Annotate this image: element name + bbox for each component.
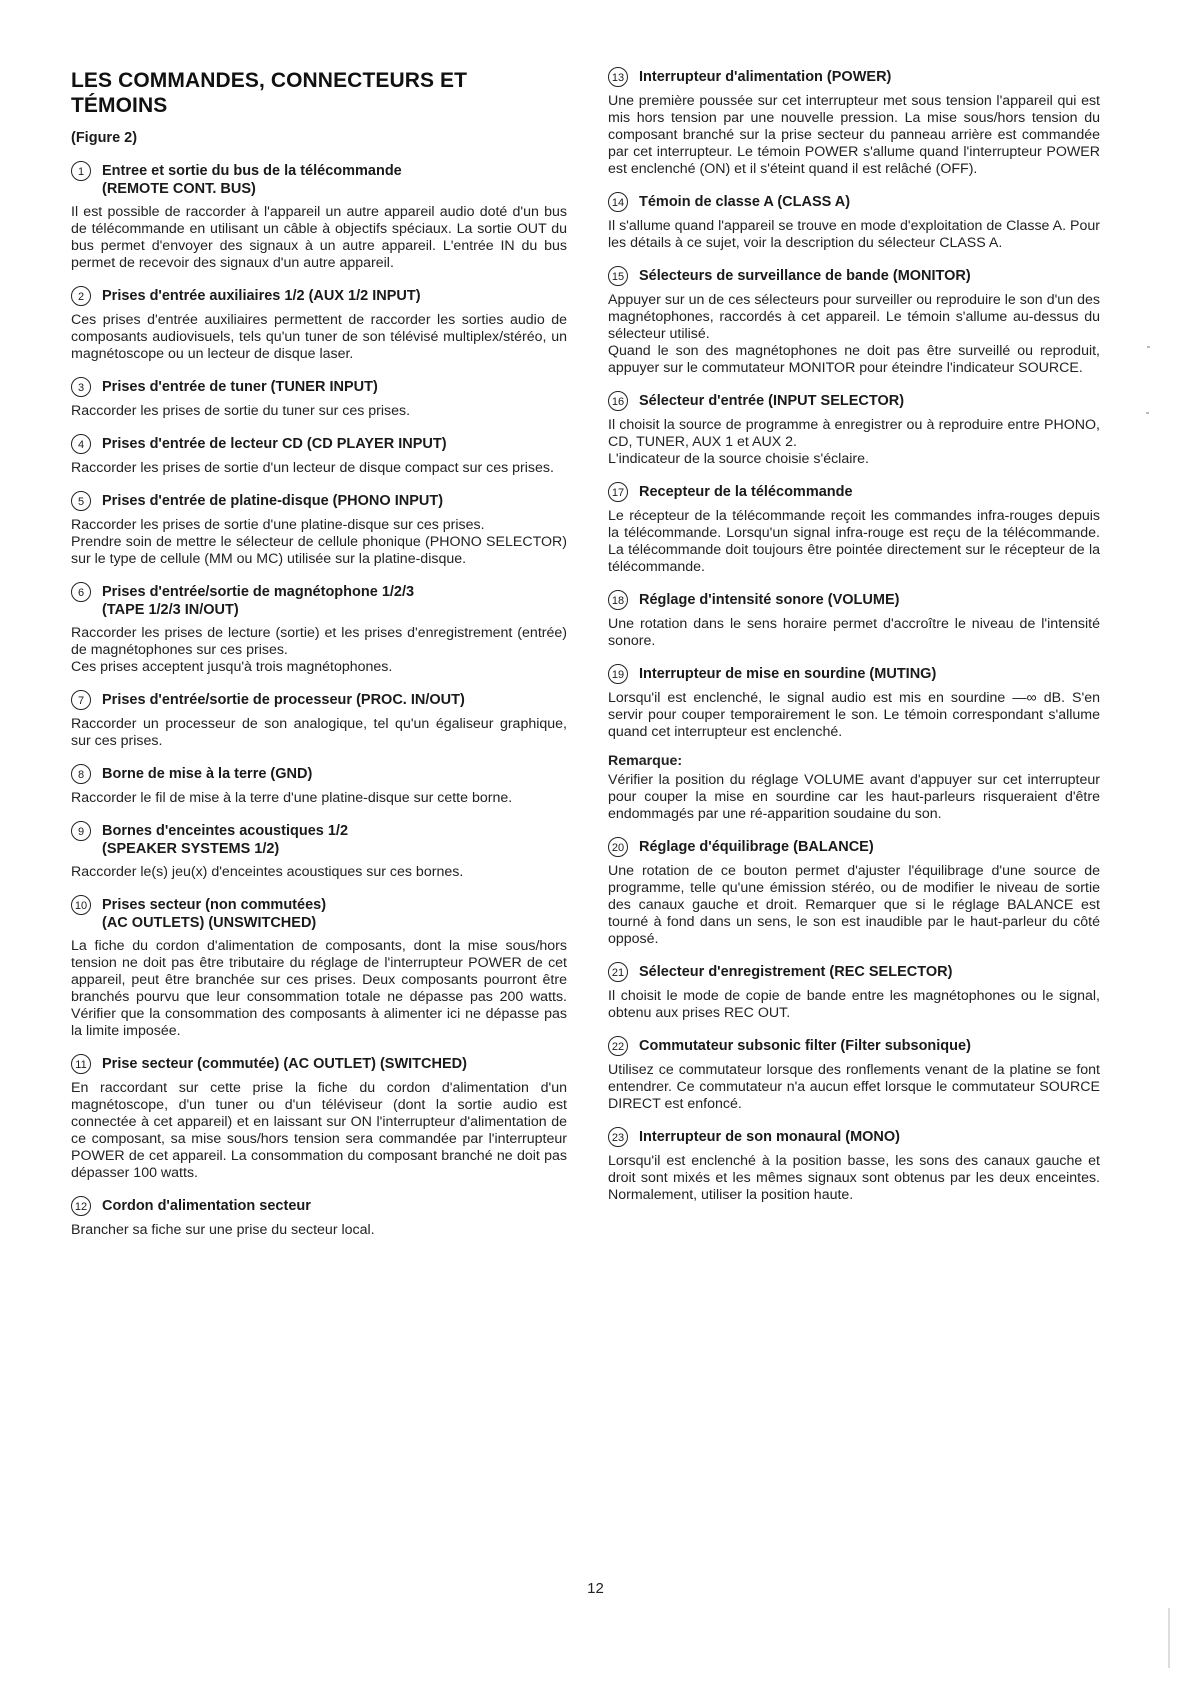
item-number-badge: 16 <box>608 391 628 411</box>
item-number-badge: 8 <box>71 764 91 784</box>
entry-paragraph: Une rotation dans le sens horaire permet d'accroître le niveau de l'intensité sonore. <box>608 616 1100 649</box>
item-number-badge: 17 <box>608 482 628 502</box>
item-number-badge: 13 <box>608 67 628 87</box>
entry-paragraph: Le récepteur de la télécommande reçoit les commandes infra-rouges depuis la télécommande. Lorsqu'un signal infra-rouge est reçu de la télécommande. La télécommande doit toujours être pointée directement sur le récepteur de la télécommande. <box>608 508 1100 575</box>
entry-heading-line: Entree et sortie du bus de la télécommande <box>102 163 402 179</box>
entry-paragraph: Appuyer sur un de ces sélecteurs pour surveiller ou reproduire le son d'un des magnétophones, raccordés à cet appareil. Le témoin s'allume au-dessus du sélecteur utilisé. <box>608 292 1100 342</box>
entry-paragraph: Raccorder les prises de sortie d'un lecteur de disque compact sur ces prises. <box>71 460 554 476</box>
entry-body <box>608 1062 1100 1113</box>
left-entry-list <box>71 162 567 1239</box>
entry-heading-line: Réglage d'équilibrage (BALANCE) <box>639 839 874 855</box>
entry-heading-line: Recepteur de la télécommande <box>639 484 853 500</box>
entry-heading <box>639 591 899 609</box>
entry-paragraph: Lorsqu'il est enclenché, le signal audio est mis en sourdine —∞ dB. S'en servir pour couper temporairement le son. Le témoin correspondant s'allume quand cet interrupteur est enclenché. <box>608 690 1100 740</box>
item-number-badge: 18 <box>608 590 628 610</box>
control-entry <box>71 1197 567 1239</box>
entry-body <box>71 460 567 477</box>
entry-heading <box>102 287 421 305</box>
entry-header <box>608 665 1100 684</box>
entry-paragraph: Lorsqu'il est enclenché à la position basse, les sons des canaux gauche et droit sont mixés et les mêmes signaux sont obtenus par les deux enceintes. Normalement, utiliser la position haute. <box>608 1153 1100 1203</box>
entry-body <box>608 988 1100 1022</box>
control-entry <box>608 483 1100 576</box>
entry-body <box>608 1153 1100 1204</box>
entry-paragraph: En raccordant sur cette prise la fiche du cordon d'alimentation d'un magnétoscope, d'un tuner ou d'un téléviseur (dont la sortie audio est connectée à cet appareil) et en laissant sur ON l'interrupteur d'alimentation de ce composant, sa mise sous/hors tension sera commandée par l'interrupteur POWER de cet appareil. La consommation du composant branché ne doit pas dépasser 100 watts. <box>71 1080 567 1181</box>
entry-header <box>608 1037 1100 1056</box>
entry-paragraph: Utilisez ce commutateur lorsque des ronflements venant de la platine se font entendrer. Ce commutateur n'a aucun effet lorsque le commutateur SOURCE DIRECT est enfoncé. <box>608 1062 1100 1112</box>
left-column <box>71 68 567 1254</box>
entry-header <box>608 591 1100 610</box>
entry-heading-line: Prises d'entrée auxiliaires 1/2 (AUX 1/2 INPUT) <box>102 288 421 304</box>
entry-paragraph: Raccorder les prises de sortie d'une platine-disque sur ces prises. <box>71 517 485 533</box>
entry-paragraph: Il choisit la source de programme à enregistrer ou à reproduire entre PHONO, CD, TUNER, AUX 1 et AUX 2. <box>608 417 1100 450</box>
entry-header <box>71 492 567 511</box>
control-entry <box>71 822 567 881</box>
entry-heading-line: Réglage d'intensité sonore (VOLUME) <box>639 592 900 608</box>
item-number-badge: 2 <box>71 286 91 306</box>
entry-header <box>71 162 567 198</box>
entry-body <box>71 790 567 807</box>
item-number-badge: 6 <box>71 582 91 602</box>
entry-body <box>71 517 567 568</box>
entry-body <box>71 1080 567 1182</box>
entry-header <box>71 691 567 710</box>
entry-heading-line: (AC OUTLETS) (UNSWITCHED) <box>102 915 317 931</box>
entry-paragraph: La fiche du cordon d'alimentation de composants, dont la mise sous/hors tension ne doit pas être tributaire du réglage de l'interrupteur POWER de cet appareil, peut être branchée sur ces prises. Deux composants pourront être branchés pourvu que leur consommation totale ne dépasse pas 200 watts. Vérifier que la consommation des composants à alimenter ici ne dépasse pas la limite imposée. <box>71 938 567 1039</box>
entry-header <box>71 378 567 397</box>
entry-paragraph: Une première poussée sur cet interrupteur met sous tension l'appareil qui est mis hors tension par une nouvelle pression. La mise sous/hors tension du composant branché sur la prise secteur du panneau arrière est commandée par cet interrupteur. Le témoin POWER s'allume quand l'interrupteur POWER est enclenché (ON) et il s'éteint quand il est relâché (OFF). <box>608 93 1100 177</box>
entry-body <box>608 292 1100 377</box>
entry-heading <box>102 162 402 198</box>
entry-heading <box>102 378 378 396</box>
entry-paragraph: Ces prises acceptent jusqu'à trois magnétophones. <box>71 659 393 675</box>
entry-heading-line: (TAPE 1/2/3 IN/OUT) <box>102 602 239 618</box>
entry-body <box>71 864 567 881</box>
entry-heading <box>102 765 312 783</box>
entry-heading <box>639 483 853 501</box>
entry-paragraph: Il est possible de raccorder à l'appareil un autre appareil audio doté d'un bus de télécommande en utilisant un câble à objectifs spéciaux. La sortie OUT du bus permet d'envoyer des signaux à un autre appareil. L'entrée IN du bus permet de recevoir des signaux d'un autre appareil. <box>71 204 567 271</box>
scan-speck <box>1146 412 1149 414</box>
page-title: LES COMMANDES, CONNECTEURS ET TÉMOINS <box>71 69 468 117</box>
entry-paragraph: Il choisit le mode de copie de bande entre les magnétophones ou le signal, obtenu aux prises REC OUT. <box>608 988 1100 1021</box>
item-number-badge: 15 <box>608 266 628 286</box>
entry-header <box>608 963 1100 982</box>
control-entry <box>608 392 1100 468</box>
entry-body <box>608 417 1100 468</box>
entry-heading-line: Interrupteur d'alimentation (POWER) <box>639 69 892 85</box>
item-number-badge: 10 <box>71 895 91 915</box>
entry-heading-line: (SPEAKER SYSTEMS 1/2) <box>102 841 280 857</box>
entry-header <box>71 1055 567 1074</box>
control-entry <box>608 1037 1100 1113</box>
control-entry <box>608 665 1100 823</box>
entry-header <box>608 267 1100 286</box>
entry-paragraph: Raccorder les prises de sortie du tuner sur ces prises. <box>71 403 411 419</box>
entry-body <box>71 716 567 750</box>
item-number-badge: 11 <box>71 1054 91 1074</box>
control-entry <box>71 162 567 272</box>
entry-header <box>71 765 567 784</box>
entry-paragraph: Une rotation de ce bouton permet d'ajuster l'équilibrage d'une source de programme, telle qu'une émission stéréo, ou de modifier le niveau de sortie des canaux gauche et droit. Remarquer que si le réglage BALANCE est tourné à fond dans un sens, le son est inaudible par le haut-parleur du côté opposé. <box>608 863 1100 947</box>
item-number-badge: 19 <box>608 664 628 684</box>
entry-header <box>608 838 1100 857</box>
entry-header <box>71 822 567 858</box>
entry-heading-line: Prises secteur (non commutées) <box>102 897 327 913</box>
entry-body <box>71 1222 567 1239</box>
entry-header <box>71 896 567 932</box>
entry-heading-line: Sélecteurs de surveillance de bande (MONITOR) <box>639 268 971 284</box>
entry-heading-line: (REMOTE CONT. BUS) <box>102 181 256 197</box>
item-number-badge: 22 <box>608 1036 628 1056</box>
entry-body <box>608 616 1100 650</box>
entry-paragraph: L'indicateur de la source choisie s'éclaire. <box>608 451 869 467</box>
item-number-badge: 23 <box>608 1127 628 1147</box>
entry-paragraph: Brancher sa fiche sur une prise du secteur local. <box>71 1222 375 1238</box>
entry-header <box>71 287 567 306</box>
control-entry <box>71 378 567 420</box>
entry-heading <box>102 1197 311 1215</box>
entry-header <box>608 68 1100 87</box>
entry-header <box>71 435 567 454</box>
entry-body <box>608 508 1100 576</box>
entry-paragraph: Raccorder le fil de mise à la terre d'une platine-disque sur cette borne. <box>71 790 513 806</box>
entry-paragraph: Ces prises d'entrée auxiliaires permettent de raccorder les sorties audio de composants audiovisuels, tels qu'un tuner de son télévisé multiplex/stéréo, un magnétoscope ou un lecteur de disque laser. <box>71 312 567 362</box>
control-entry <box>71 287 567 363</box>
control-entry <box>71 435 567 477</box>
entry-paragraph: Raccorder un processeur de son analogique, tel qu'un égaliseur graphique, sur ces prises. <box>71 716 567 749</box>
item-number-badge: 12 <box>71 1196 91 1216</box>
scan-speck <box>1168 1608 1170 1668</box>
entry-heading <box>639 1128 900 1146</box>
control-entry <box>608 267 1100 377</box>
control-entry <box>71 583 567 676</box>
entry-heading-line: Sélecteur d'entrée (INPUT SELECTOR) <box>639 393 905 409</box>
entry-heading <box>639 838 874 856</box>
entry-body <box>608 218 1100 252</box>
remark-text: Vérifier la position du réglage VOLUME avant d'appuyer sur cet interrupteur pour couper la mise en sourdine car les haut-parleurs risqueraient d'être endommagés par une ré-apparition soudaine du son. <box>608 772 1100 822</box>
control-entry <box>608 68 1100 178</box>
entry-paragraph: Quand le son des magnétophones ne doit pas être surveillé ou reproduit, appuyer sur le commutateur MONITOR pour éteindre l'indicateur SOURCE. <box>608 343 1100 376</box>
entry-heading <box>639 665 936 683</box>
page-number: 12 <box>587 1580 604 1597</box>
control-entry <box>71 492 567 568</box>
entry-paragraph: Prendre soin de mettre le sélecteur de cellule phonique (PHONO SELECTOR) sur le type de cellule (MM ou MC) utilisée sur la platine-disque. <box>71 534 567 567</box>
entry-heading-line: Prises d'entrée/sortie de processeur (PROC. IN/OUT) <box>102 692 465 708</box>
control-entry <box>71 691 567 750</box>
entry-header <box>608 392 1100 411</box>
entry-header <box>608 483 1100 502</box>
item-number-badge: 20 <box>608 837 628 857</box>
control-entry <box>608 193 1100 252</box>
control-entry <box>608 1128 1100 1204</box>
entry-body <box>71 204 567 272</box>
entry-header <box>608 1128 1100 1147</box>
entry-heading <box>639 68 891 86</box>
entry-heading-line: Témoin de classe A (CLASS A) <box>639 194 851 210</box>
entry-heading-line: Prises d'entrée/sortie de magnétophone 1/2/3 <box>102 584 415 600</box>
entry-heading <box>639 392 904 410</box>
item-number-badge: 21 <box>608 962 628 982</box>
entry-heading-line: Prises d'entrée de tuner (TUNER INPUT) <box>102 379 378 395</box>
entry-heading <box>639 1037 971 1055</box>
right-entry-list <box>608 68 1100 1204</box>
item-number-badge: 9 <box>71 821 91 841</box>
control-entry <box>608 963 1100 1022</box>
entry-heading <box>639 193 850 211</box>
entry-heading <box>102 691 465 709</box>
entry-heading-line: Commutateur subsonic filter (Filter subsonique) <box>639 1038 971 1054</box>
item-number-badge: 3 <box>71 377 91 397</box>
entry-heading <box>102 822 348 858</box>
right-column <box>608 68 1100 1219</box>
control-entry <box>71 896 567 1040</box>
scan-speck <box>1147 346 1150 348</box>
entry-heading-line: Prises d'entrée de platine-disque (PHONO INPUT) <box>102 493 444 509</box>
control-entry <box>71 1055 567 1182</box>
remark-title: Remarque: <box>608 753 683 769</box>
item-number-badge: 5 <box>71 491 91 511</box>
entry-heading-line: Prises d'entrée de lecteur CD (CD PLAYER INPUT) <box>102 436 447 452</box>
entry-body <box>608 863 1100 948</box>
entry-body <box>71 403 567 420</box>
entry-body <box>608 690 1100 823</box>
entry-heading <box>102 896 326 932</box>
entry-header <box>71 1197 567 1216</box>
item-number-badge: 4 <box>71 434 91 454</box>
entry-header <box>71 583 567 619</box>
entry-heading <box>639 267 971 285</box>
entry-heading-line: Borne de mise à la terre (GND) <box>102 766 313 782</box>
entry-body <box>608 93 1100 178</box>
item-number-badge: 7 <box>71 690 91 710</box>
entry-heading-line: Interrupteur de mise en sourdine (MUTING) <box>639 666 937 682</box>
entry-paragraph: Il s'allume quand l'appareil se trouve en mode d'exploitation de Classe A. Pour les détails à ce sujet, voir la description du sélecteur CLASS A. <box>608 218 1100 251</box>
entry-body <box>71 625 567 676</box>
entry-heading-line: Cordon d'alimentation secteur <box>102 1198 311 1214</box>
entry-heading <box>102 583 414 619</box>
control-entry <box>71 765 567 807</box>
entry-paragraph: Raccorder le(s) jeu(x) d'enceintes acoustiques sur ces bornes. <box>71 864 464 880</box>
entry-header <box>608 193 1100 212</box>
figure-reference: (Figure 2) <box>71 130 138 146</box>
control-entry <box>608 838 1100 948</box>
entry-heading <box>102 1055 467 1073</box>
entry-heading <box>102 492 443 510</box>
item-number-badge: 14 <box>608 192 628 212</box>
entry-heading-line: Bornes d'enceintes acoustiques 1/2 <box>102 823 349 839</box>
entry-heading <box>639 963 952 981</box>
entry-heading-line: Interrupteur de son monaural (MONO) <box>639 1129 901 1145</box>
entry-body <box>71 312 567 363</box>
entry-heading <box>102 435 447 453</box>
entry-paragraph: Raccorder les prises de lecture (sortie) et les prises d'enregistrement (entrée) de magnétophones sur ces prises. <box>71 625 567 658</box>
entry-heading-line: Sélecteur d'enregistrement (REC SELECTOR) <box>639 964 953 980</box>
item-number-badge: 1 <box>71 161 91 181</box>
control-entry <box>608 591 1100 650</box>
entry-body <box>71 938 567 1040</box>
entry-heading-line: Prise secteur (commutée) (AC OUTLET) (SWITCHED) <box>102 1056 467 1072</box>
